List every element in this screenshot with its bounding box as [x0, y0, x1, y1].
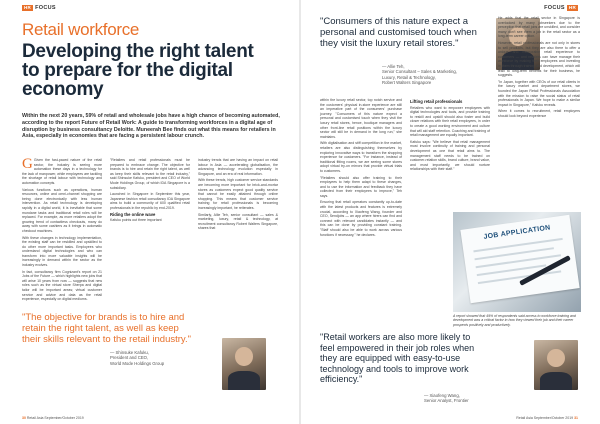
- standfirst: Within the next 20 years, 59% of retail and wholesale jobs have a high chance of becoming automated, according to the report Future of Retail Work: A guide to transforming workforces in a digital age of disruption by business consultancy Deloitte. Muneerah Bee finds out what this means for retailers in Asia, especially in economies that are facing a persistent labour crunch.: [22, 113, 280, 140]
- section-tag-box: HR: [24, 5, 32, 10]
- section-tag: [544, 5, 578, 11]
- subheading: Lifting retail professionals: [410, 99, 463, 104]
- photo-caption: A report showed that 49% of respondents said access to workforce training and development was a critical factor in how they viewed their job and their career prospects positively and productively.: [453, 314, 576, 327]
- pull-quote-wang: "Retail workers are also more likely to feel empowered in their job roles when they are equipped with easy-to-use technology and tools to improve work efficiency.": [320, 332, 475, 384]
- publication-name: Retail Asia: [516, 416, 533, 420]
- body-paragraph: With these changes in technology implementation, the existing staff can be reskilled and upskilled to do other more important tasks. Employees who understand digital technologies and who can transform into more valuable insights will be increasingly in demand within the sector as the industry evolves.: [22, 235, 102, 268]
- quote-title: Luxury, Retail & Technology,: [382, 74, 436, 80]
- body-paragraph: Kafuku points out three important: [110, 218, 162, 223]
- body-column-5: [498, 16, 580, 120]
- body-paragraph: "In Japan, together with CEOs of our retail clients in the luxury market and department stores, we founded the Japan Retail Professionals Association with the mission to raise the social status of retail professionals in Japan. We hope to make a similar impact in Singapore," Kafuku reveals.: [498, 79, 580, 107]
- body-paragraph: He adds that the retail sector in Singapore is overlooked by many jobseekers due to the perception that retail jobs are unskilled, and consider many don't see them a job in the retail sector as a long-term career option.: [498, 16, 580, 39]
- body-paragraph: When it comes to recruitment, retail employers should look beyond experience: [498, 109, 580, 118]
- job-application-image: [453, 212, 581, 312]
- body-paragraph: Kafuku says: "We believe that retail management must involve continuity of training and personal development as one that retail aims to. The management staff needs to be trained on customer-relation skills, brand culture, brand value, and most importantly, we should nurture relationships with their staff.": [410, 139, 490, 172]
- body-column-4b: [410, 98, 490, 174]
- kicker: Retail workforce: [22, 20, 140, 39]
- headline: Developing the right talent to prepare for the digital economy: [22, 41, 254, 100]
- body-paragraph: Given the fast-paced nature of the retail sector, the industry is seeing more automation these days in a technology for the lack of manpower, while employees are tackling the shortage of retail labour with technology and automation concepts.: [22, 158, 102, 185]
- publication-name: Retail Asia: [26, 416, 44, 420]
- right-page: [300, 0, 600, 424]
- quote-attribution: [424, 393, 524, 404]
- body-paragraph: With these trends, high customer service standards are becoming more important for brick-and-mortar stores as customers expect good quality service that cannot be easily attained through online shopping. This means that customer service training for retail professionals is becoming increasingly important, he reiterates.: [198, 178, 278, 210]
- page-footer: [22, 416, 84, 420]
- body-paragraph: In fact, consultancy firm Cognizant's report on 21 Jobs of the Future — which highlights new jobs that will arise 10 years from now — suggests that new roles such as the virtual store Sherpa and digital tailor will be important areas; virtual customer service and advice and data as the retail experience, especially on digital mediums.: [22, 269, 102, 302]
- quote-attribution: [110, 350, 210, 366]
- body-paragraph: With digitalisation and stiff competition in the market, retailers are also distinguishing themselves by exploring innovative ways to transform the shopping experience for customers. "For instance, instead of traditional fitting rooms, we are seeing some stores adopt virtual try-on mirrors that provide virtual trials to customers.: [320, 141, 402, 173]
- quote-title: Robert Walters Singapore: [382, 80, 432, 86]
- page-number: 31: [574, 416, 578, 420]
- portrait-kafuku-image: [222, 338, 266, 390]
- body-paragraph: "Retailers should also offer training to their employees to help them adapt to these changes, and to use the information and feedback they have collected from their employees to improve," Teh says.: [320, 175, 402, 198]
- section-tag-box: HR: [568, 5, 576, 10]
- body-paragraph: Launched in Singapore in September this year, Japanese fashion retail consultancy IDA Singapore aims to build a community of 600 qualified retail professionals in the republic by end-2019.: [110, 192, 190, 210]
- quote-name: — Xiaofeng Wang,: [424, 393, 460, 398]
- body-column-4: [320, 98, 402, 239]
- body-column-1: [22, 158, 102, 304]
- paper-title: JOB APPLICATION: [483, 224, 551, 241]
- page-footer: [516, 416, 578, 420]
- quote-title: Senior Analyst, Frontier: [424, 398, 469, 404]
- portrait-wang-image: [534, 340, 578, 390]
- subheading: Riding the online wave: [110, 211, 156, 217]
- page-number: 30: [22, 416, 26, 420]
- body-paragraph: Similarly, Allie Teh, senior consultant — sales & marketing, luxury, retail & technology, at recruitment consultancy Robert Walters Singapore, shares that: [198, 212, 278, 231]
- issue-date: September/October 2019: [533, 416, 574, 420]
- section-label: FOCUS: [544, 5, 565, 11]
- body-paragraph: However, retail professionals are not only in stores to sell products, but they are also there to offer a unique and memorable retail experience to customers — and retailers can have manage their workforce by making their employees and investing in them through training and development, which will lead to long-term benefits for their business, he suggests.: [498, 40, 580, 78]
- quote-name: — Shinsuke Kafuku,: [110, 350, 149, 355]
- body-paragraph: within the luxury retail sector, top notch service and the customers' physical in-store experience are still an imperative part of the consumers' purchase journey. "Consumers of this nature expect a personal and customised touch when they visit the luxury retail stores, hence, boutique managers and other front-line retail positions within the luxury sector will still be in demand in the long run," she maintains.: [320, 98, 402, 139]
- quote-title: World Mode Holdings Group: [110, 360, 165, 366]
- body-paragraph: industry trends that are having an impact on retail labour in Asia — accelerating globalisation, the advancing technology evolution especially in Singapore, and an era of real information.: [198, 158, 278, 176]
- body-column-2: [110, 158, 190, 225]
- body-paragraph: Retailers who want to empower employees with digital technologies and tools, and provide training to reskill and upskill should also foster and build closer relations with their retail employees, in order to create a good working environment and culture that will aid staff retention. Coaching and training of retail management are equally important.: [410, 105, 490, 138]
- dropcap: G: [22, 156, 33, 172]
- pull-quote-teh: "Consumers of this nature expect a personal and customised touch when they visit the luxury retail stores.": [320, 16, 477, 49]
- body-column-3: [198, 158, 278, 233]
- quote-attribution: [382, 64, 492, 86]
- body-paragraph: Various functions such as operations, human resources, online and omni-channel shopping are being done electronically with less human intervention. As retail technology is developing rapidly in a digital world, it is inevitable that some mundane tasks and traditional retail roles will be replaced. For example, as more retailers adopt the growing trend of contactless checkouts, many do away with some cashiers as it brings in automatic checkout machines.: [22, 187, 102, 233]
- quote-title: President and CEO,: [110, 355, 149, 361]
- body-paragraph: "Retailers and retail professionals must be prepared to embrace change. The objective for brands is to hire and retain the right talent, as well as keep their skills relevant to the retail industry," said Shinsuke Kafuku, president and CEO of World Mode Holdings Group, of which IDA Singapore is a subsidiary.: [110, 158, 190, 190]
- section-label: FOCUS: [35, 5, 56, 11]
- section-tag: [22, 5, 56, 11]
- quote-name: — Allie Teh,: [382, 64, 405, 69]
- quote-title: Senior Consultant – Sales & Marketing,: [382, 69, 457, 75]
- pull-quote-kafuku: "The objective for brands is to hire and retain the right talent, as well as keep their skills relevant to the retail industry.": [22, 312, 191, 345]
- body-paragraph: Ensuring that retail operators constantly up-to-date with the latest products and features is extremely crucial, according to Xiaofeng Wang, founder and CEO, Sendjobs — an app where hirers can find and connect with relevant candidates instantly — and this can be done by providing constant training. "Staff should also be able to work across various functions if necessary," he declares.: [320, 200, 402, 237]
- issue-date: September/October 2019: [44, 416, 84, 420]
